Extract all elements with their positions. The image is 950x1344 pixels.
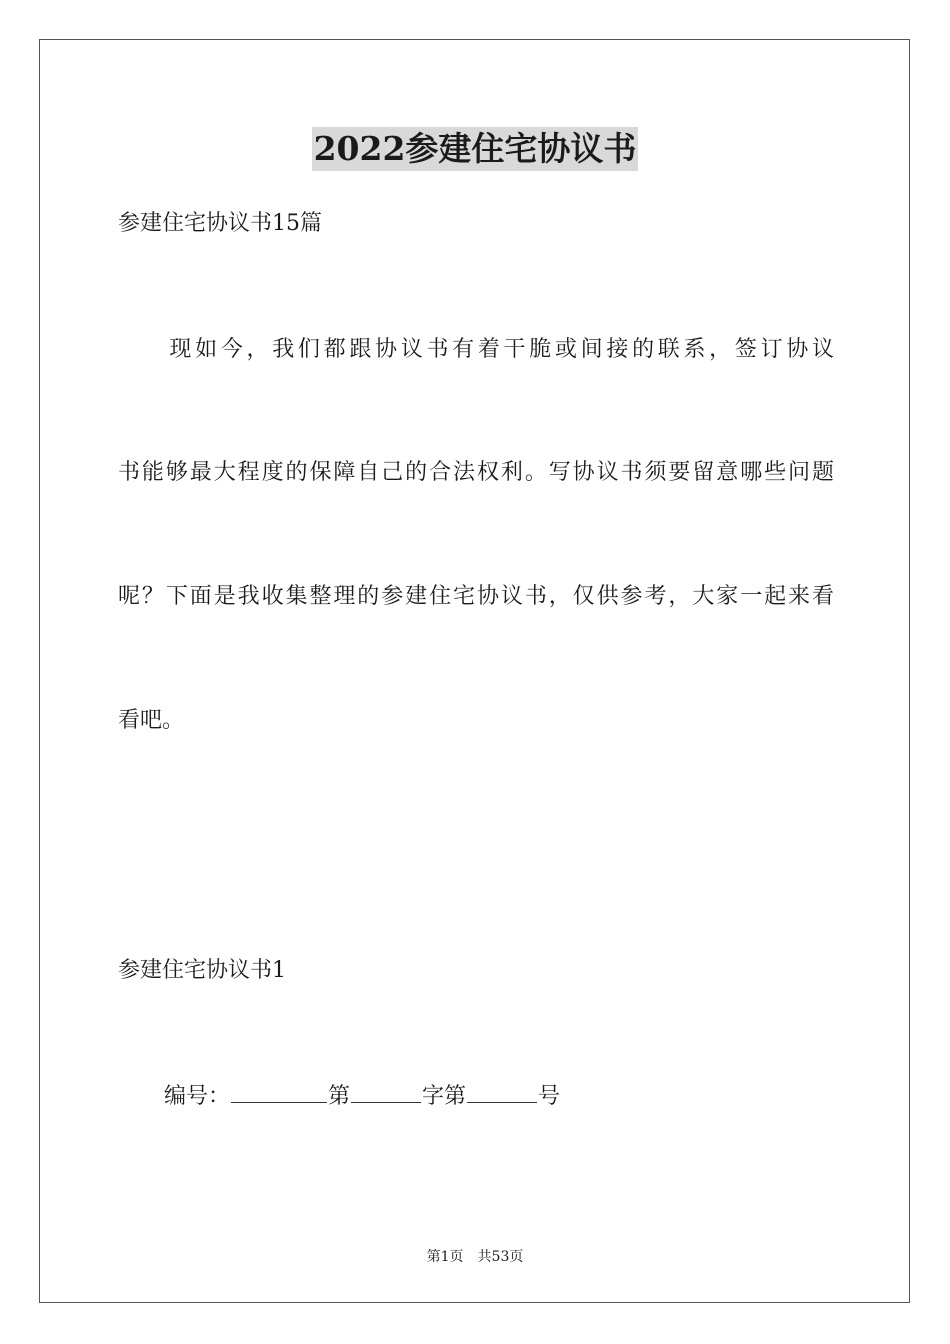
number-blank-1[interactable] bbox=[231, 1080, 327, 1103]
number-blank-2[interactable] bbox=[351, 1080, 421, 1103]
title-container bbox=[0, 127, 950, 171]
intro-line-1: 现如今，我们都跟协议书有着干脆或间接的联系，签订协议 bbox=[118, 337, 834, 362]
document-title: 2022参建住宅协议书 bbox=[312, 127, 639, 171]
number-part-1: 第 bbox=[328, 1084, 351, 1109]
number-blank-3[interactable] bbox=[467, 1080, 537, 1103]
document-number-line bbox=[164, 1080, 560, 1112]
number-part-3: 号 bbox=[538, 1084, 561, 1109]
number-part-2: 字第 bbox=[422, 1084, 467, 1109]
intro-line-4: 看吧。 bbox=[118, 708, 185, 733]
section-heading: 参建住宅协议书1 bbox=[118, 958, 286, 983]
intro-line-3: 呢？下面是我收集整理的参建住宅协议书，仅供参考，大家一起来看 bbox=[118, 584, 834, 609]
page-footer: 第1页 共53页 bbox=[426, 1249, 524, 1265]
document-subtitle: 参建住宅协议书15篇 bbox=[118, 211, 322, 236]
number-label: 编号： bbox=[164, 1084, 231, 1109]
intro-line-2: 书能够最大程度的保障自己的合法权利。写协议书须要留意哪些问题 bbox=[118, 460, 834, 485]
